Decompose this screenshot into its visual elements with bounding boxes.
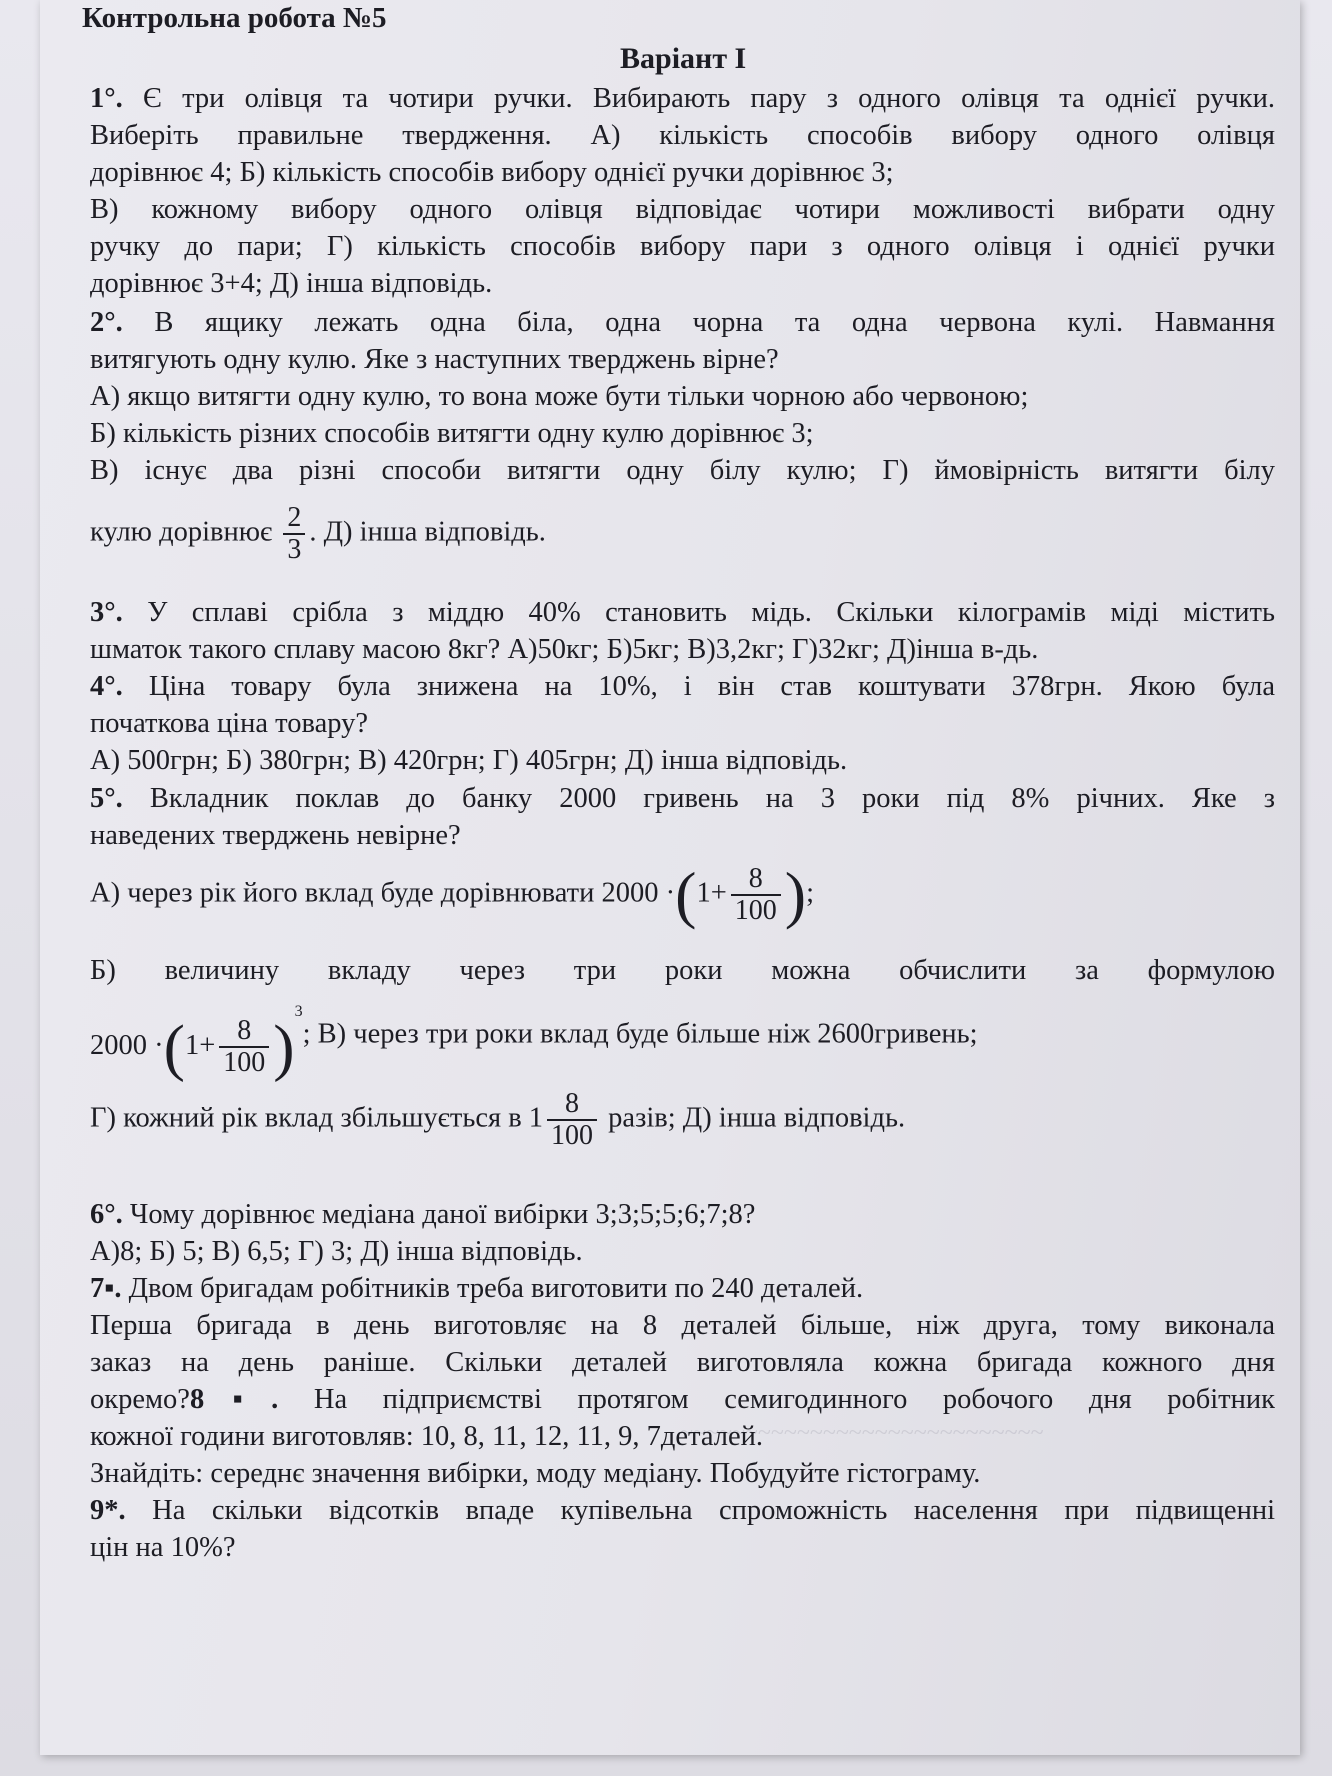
right-paren: ) <box>784 859 807 930</box>
q5-option-g-text: Г) кожний рік вклад збільшується в <box>90 1102 522 1134</box>
bleed-through-text: ~~~~~~~~~~~~~~~~~~~~~~~~~~~~ <box>680 1420 1044 1446</box>
question-6 <box>90 1196 1275 1270</box>
question-9-number: 9*. <box>90 1495 126 1526</box>
variant-heading: Варіант І <box>620 42 747 75</box>
question-7-number: 7▪. <box>90 1273 122 1304</box>
q1-line-4: В) кожному вибору одного олівця відповідає чотири можливості вибрати одну <box>90 194 1275 225</box>
mixed-number <box>529 1089 601 1151</box>
question-8-number: 8▪. <box>189 1384 279 1415</box>
fraction-numerator: 8 <box>731 864 781 896</box>
formula-base: 2000 · <box>90 1030 164 1061</box>
q2-line-5: В) існує два різні способи витягти одну білу кулю; Г) ймовірність витягти білу <box>90 455 1275 486</box>
q5-line-2: наведених тверджень невірне? <box>90 820 461 851</box>
q1-line-1: Є три олівця та чотири ручки. Вибирають пару з одного олівця та однієї ручки. <box>143 83 1275 114</box>
page-title: Контрольна робота №5 <box>82 2 387 34</box>
q2-line-2: витягують одну кулю. Яке з наступних тверджень вірне? <box>90 344 779 375</box>
q5-line-1: Вкладник поклав до банку 2000 гривень на 3 роки під 8% річних. Яке з <box>149 783 1276 814</box>
fraction-numerator: 2 <box>283 503 305 535</box>
right-paren: ) <box>273 1011 295 1083</box>
q2-line-1: В ящику лежать одна біла, одна чорна та одна червона кулі. Навмання <box>154 307 1275 338</box>
question-5 <box>90 780 1275 1173</box>
paper-sheet <box>40 0 1300 1755</box>
formula-one-year <box>601 859 815 930</box>
fraction-eight-hundredths <box>731 864 781 926</box>
question-3 <box>90 594 1275 668</box>
q5-option-a-text: А) через рік його вклад буде дорівнювати <box>90 877 595 909</box>
formula-three-years <box>90 993 303 1083</box>
fraction-two-thirds <box>283 503 305 565</box>
question-2 <box>90 304 1275 565</box>
fraction-denominator: 100 <box>223 1047 266 1079</box>
formula-inner: 1+ <box>696 877 727 909</box>
question-7 <box>90 1270 1275 1492</box>
q5-option-b-after: ; В) через три роки вклад буде більше ніж 2600гривень; <box>302 1018 978 1050</box>
formula-inner: 1+ <box>184 1030 216 1061</box>
question-6-number: 6°. <box>90 1199 123 1230</box>
question-1 <box>90 80 1275 302</box>
q2-last-answer: . Д) інша відповідь. <box>309 516 546 548</box>
formula-end: ; <box>806 877 814 909</box>
question-1-number: 1°. <box>90 83 123 114</box>
q8-line-3: Знайдіть: середнє значення вибірки, моду медіану. Побудуйте гістограму. <box>90 1458 981 1489</box>
question-8 <box>90 1381 1275 1418</box>
question-5-number: 5°. <box>90 783 123 814</box>
q1-line-3: дорівнює 4; Б) кількість способів вибору однієї ручки дорівнює 3; <box>90 157 894 188</box>
fraction-eight-hundredths <box>547 1089 597 1151</box>
q5-option-g-after: разів; Д) інша відповідь. <box>608 1102 906 1134</box>
q4-line-2: початкова ціна товару? <box>90 708 369 739</box>
q7-line-1: Двом бригадам робітників треба виготовити по 240 деталей. <box>128 1273 864 1304</box>
question-4 <box>90 668 1275 779</box>
q3-line-1: У сплаві срібла з міддю 40% становить мідь. Скільки кілограмів міді містить <box>147 597 1275 628</box>
q2-last-text: кулю дорівнює <box>90 516 273 548</box>
q8-line-2: кожної години виготовляв: 10, 8, 11, 12, 11, 9, 7деталей. <box>90 1421 764 1452</box>
left-paren: ( <box>675 859 697 930</box>
q7-line-2: Перша бригада в день виготовляє на 8 деталей більше, ніж друга, тому виконала <box>90 1310 1275 1341</box>
fraction-numerator: 8 <box>547 1089 597 1121</box>
question-9 <box>90 1492 1275 1566</box>
q4-line-3: А) 500грн; Б) 380грн; В) 420грн; Г) 405грн; Д) інша відповідь. <box>90 745 848 776</box>
q7-last: окремо? <box>90 1384 190 1415</box>
q7-line-3: заказ на день раніше. Скільки деталей виготовляла кожна бригада кожного дня <box>90 1347 1275 1378</box>
q1-line-2: Виберіть правильне твердження. А) кількість способів вибору одного олівця <box>90 120 1275 151</box>
q9-line-2: цін на 10%? <box>90 1532 236 1563</box>
q2-line-4: Б) кількість різних способів витягти одну кулю дорівнює 3; <box>90 418 814 449</box>
q3-line-2: шматок такого сплаву масою 8кг? А)50кг; Б)5кг; В)3,2кг; Г)32кг; Д)інша в-дь. <box>90 634 1039 665</box>
exponent: 3 <box>294 1003 303 1020</box>
q1-line-5: ручку до пари; Г) кількість способів вибору пари з одного олівця і однієї ручки <box>90 231 1275 262</box>
fraction-denominator: 100 <box>551 1120 594 1151</box>
question-2-number: 2°. <box>90 307 123 338</box>
fraction-denominator: 100 <box>734 895 777 926</box>
mixed-whole: 1 <box>528 1102 544 1134</box>
q9-line-1: На скільки відсотків впаде купівельна спроможність населення при підвищенні <box>152 1495 1275 1526</box>
question-4-number: 4°. <box>90 671 123 702</box>
q8-line-1: На підприємстві протягом семигодинного робочого дня робітник <box>278 1384 1275 1415</box>
fraction-numerator: 8 <box>219 1016 269 1048</box>
q1-line-6: дорівнює 3+4; Д) інша відповідь. <box>90 268 493 299</box>
q6-line-1: Чому дорівнює медіана даної вибірки 3;3;5;5;6;7;8? <box>129 1199 756 1230</box>
formula-base: 2000 · <box>601 877 676 909</box>
fraction-eight-hundredths <box>219 1016 269 1078</box>
question-3-number: 3°. <box>90 597 123 628</box>
left-paren: ( <box>163 1011 185 1083</box>
q2-line-3: А) якщо витягти одну кулю, то вона може бути тільки чорною або червоною; <box>90 381 1029 412</box>
q5-option-b-line: Б) величину вкладу через три роки можна обчислити за формулою <box>90 955 1275 986</box>
fraction-denominator: 3 <box>287 534 302 565</box>
q4-line-1: Ціна товару була знижена на 10%, і він став коштувати 378грн. Якою була <box>148 671 1276 702</box>
q6-line-2: А)8; Б) 5; В) 6,5; Г) 3; Д) інша відповідь. <box>90 1236 583 1267</box>
